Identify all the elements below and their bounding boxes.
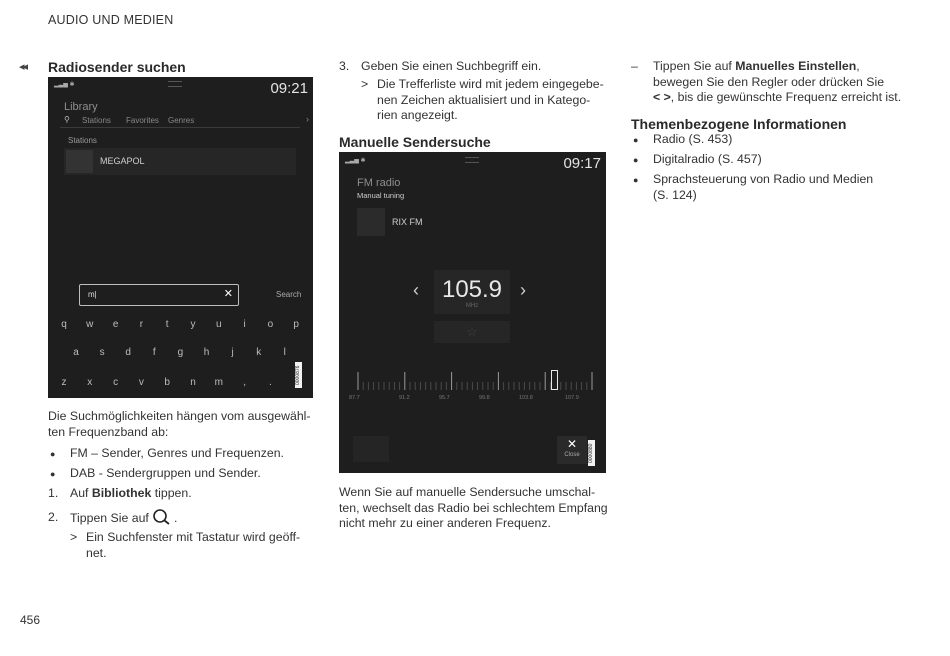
step-text-post: tippen. (151, 486, 192, 500)
page-number: 456 (20, 613, 41, 627)
result-line: Die Trefferliste wird mit jedem eingegebe- (377, 77, 604, 91)
keyboard-key[interactable]: g (177, 347, 184, 358)
step-number: 1. (48, 486, 59, 500)
result-line: rien angezeigt. (377, 108, 458, 122)
step-text-line: , bis die gewünschte Frequenz erreicht ist. (670, 90, 902, 104)
frequency-value: 105.9 (441, 276, 503, 303)
manual-tuning-note (339, 485, 614, 532)
keyboard-key[interactable]: d (125, 347, 131, 358)
related-info-heading: Themenbezogene Informationen (631, 116, 847, 132)
step-text-pre: Tippen Sie auf (653, 59, 736, 73)
station-row[interactable] (64, 148, 296, 175)
keyboard-key[interactable]: a (73, 347, 79, 358)
section-heading-manual-tuning: Manuelle Sendersuche (339, 134, 491, 150)
search-icon[interactable]: ⚲ (64, 115, 70, 124)
result-arrow-icon: > (361, 77, 369, 91)
bullet-icon: ● (50, 449, 56, 459)
scale-label: 107.9 (565, 395, 579, 401)
keyboard-key[interactable]: p (293, 319, 299, 330)
step-text-pre: Auf (70, 486, 92, 500)
keyboard-key[interactable]: n (190, 377, 196, 388)
keyboard-key[interactable]: s (99, 347, 105, 358)
close-label: Close (564, 452, 580, 458)
running-header: AUDIO UND MEDIEN (48, 13, 174, 27)
keyboard-key[interactable]: . (269, 377, 272, 388)
step-text-bold: Manuelles Einstellen (735, 59, 857, 73)
tab-genres[interactable]: Genres (168, 116, 195, 125)
keyboard-key[interactable]: z (61, 377, 67, 388)
search-icon (152, 508, 172, 526)
step-number: 3. (339, 59, 350, 73)
library-title: Library (64, 101, 98, 113)
intro-line: ten Frequenzband ab: (48, 424, 169, 439)
step-3-result (361, 77, 611, 124)
manual-tuning-step (631, 59, 916, 106)
tab-stations[interactable]: Stations (82, 116, 111, 125)
tune-up-button[interactable]: › (520, 280, 526, 300)
clock: 09:17 (563, 155, 601, 172)
frequency-scale-ticks (353, 368, 597, 392)
step-text (70, 486, 192, 502)
scale-label: 103.8 (519, 395, 533, 401)
frequency-unit: MHz (465, 303, 479, 309)
related-link-voice-control[interactable] (653, 172, 916, 203)
frequency-scale[interactable] (353, 368, 597, 392)
note-line: Wenn Sie auf manuelle Sendersuche umschal- (339, 485, 596, 499)
manual-tuning-button[interactable] (353, 436, 389, 462)
manual-tuning-label: Manual tuning (357, 191, 405, 200)
bullet-icon: ● (633, 155, 639, 165)
step-number: 2. (48, 510, 59, 524)
tuning-slider-handle[interactable] (551, 370, 558, 390)
keyboard-key[interactable]: q (61, 319, 67, 330)
search-options-intro (48, 409, 313, 440)
step-text: Tippen Sie auf (70, 511, 149, 525)
status-icons: ▂▃▅ ✱ (345, 158, 366, 164)
list-item[interactable] (631, 152, 916, 168)
keyboard-key[interactable]: r (139, 319, 144, 330)
stations-section-label: Stations (68, 136, 97, 145)
intro-line: Die Suchmöglichkeiten hängen vom ausgewähl- (48, 409, 311, 423)
search-button[interactable]: Search (276, 290, 302, 299)
station-thumbnail (357, 208, 385, 236)
keyboard-key[interactable]: t (165, 319, 169, 330)
dash-marker: – (631, 59, 638, 73)
keyboard-key[interactable]: , (243, 377, 246, 388)
section-heading-radio-search: Radiosender suchen (48, 59, 186, 75)
result-line: net. (86, 545, 107, 560)
step-1 (48, 486, 313, 502)
result-arrow-icon: > (70, 530, 78, 544)
image-code: 0000880 (588, 440, 595, 466)
station-thumbnail (66, 150, 93, 173)
scale-label: 99.8 (479, 395, 490, 401)
keyboard-key[interactable]: h (203, 347, 210, 358)
library-search-screen (48, 77, 313, 398)
frequency-display (434, 270, 510, 314)
image-code: 0000876 (295, 362, 302, 388)
step-3 (339, 59, 609, 75)
keyboard-key[interactable]: f (152, 347, 156, 358)
keyboard-key[interactable]: l (283, 347, 286, 358)
step-text-post: , (856, 59, 860, 73)
status-icons: ▂▃▅ ✱ (54, 82, 75, 88)
link-line: Sprachsteuerung von Radio und Medien (653, 172, 874, 186)
tune-down-button[interactable]: ‹ (413, 280, 419, 300)
fm-radio-title: FM radio (357, 177, 401, 189)
bullet-text: DAB - Sendergruppen und Sender. (70, 466, 261, 480)
keyboard-key[interactable]: i (243, 319, 246, 330)
pull-handle[interactable] (465, 157, 479, 163)
close-button[interactable] (557, 436, 587, 464)
note-line: ten, wechselt das Radio bei schlechtem Empfang (339, 500, 608, 515)
list-item[interactable] (631, 172, 916, 203)
keyboard-key[interactable]: w (86, 319, 94, 330)
clear-icon[interactable]: ✕ (223, 288, 233, 300)
keyboard-key[interactable]: x (87, 377, 93, 388)
related-link-radio[interactable]: Radio (S. 453) (653, 132, 733, 146)
keyboard-key[interactable]: m (214, 377, 223, 388)
chevron-right-icon[interactable]: › (306, 114, 309, 124)
list-item (48, 466, 313, 482)
result-line: Ein Suchfenster mit Tastatur wird geöff- (86, 530, 301, 544)
scale-label: 91.2 (399, 395, 410, 401)
list-item (48, 446, 313, 462)
keyboard-key[interactable]: j (231, 347, 234, 358)
bullet-icon: ● (633, 175, 639, 185)
manual-tuning-screen (339, 152, 606, 473)
keyboard-key[interactable]: k (256, 347, 262, 358)
link-line: (S. 124) (653, 187, 697, 202)
keyboard-key[interactable]: c (113, 377, 119, 388)
note-line: nicht mehr zu einer anderen Frequenz. (339, 516, 551, 530)
keyboard-key[interactable]: y (190, 319, 196, 330)
bullet-icon: ● (50, 469, 56, 479)
step-text: Geben Sie einen Suchbegriff ein. (361, 59, 542, 73)
related-link-digital-radio[interactable]: Digitalradio (S. 457) (653, 152, 762, 166)
station-name: MEGAPOL (100, 156, 145, 166)
step-text-bold: Bibliothek (91, 486, 152, 500)
close-icon: ✕ (566, 437, 578, 451)
keyboard-key[interactable]: o (267, 319, 274, 330)
station-name: RIX FM (392, 217, 423, 227)
step-2: 2. Tippen Sie auf . (48, 510, 178, 525)
search-input-value: m| (88, 290, 97, 299)
bullet-icon: ● (633, 135, 639, 145)
clock: 09:21 (270, 80, 308, 97)
divider (60, 127, 300, 128)
list-item[interactable] (631, 132, 916, 148)
bullet-text: FM – Sender, Genres und Frequenzen. (70, 446, 284, 460)
search-input[interactable] (79, 284, 239, 306)
scale-label: 87.7 (349, 395, 360, 401)
keyboard-key[interactable]: b (164, 377, 170, 388)
keyboard-key[interactable]: u (216, 319, 222, 330)
scale-label: 95.7 (439, 395, 450, 401)
tab-favorites[interactable]: Favorites (126, 116, 159, 125)
result-line: nen Zeichen aktualisiert und in Katego- (377, 92, 591, 107)
keyboard-key[interactable]: e (112, 319, 119, 330)
keyboard-key[interactable]: v (138, 377, 144, 388)
favorite-star-icon[interactable]: ☆ (434, 321, 510, 343)
step-text-line: bewegen Sie den Regler oder drücken Sie (653, 74, 885, 89)
step-2-result (70, 530, 315, 561)
pull-handle[interactable] (168, 81, 182, 87)
arrow-keys-label: < > (653, 90, 671, 104)
previous-page-marker-icon[interactable]: ◂◂ (19, 61, 27, 73)
